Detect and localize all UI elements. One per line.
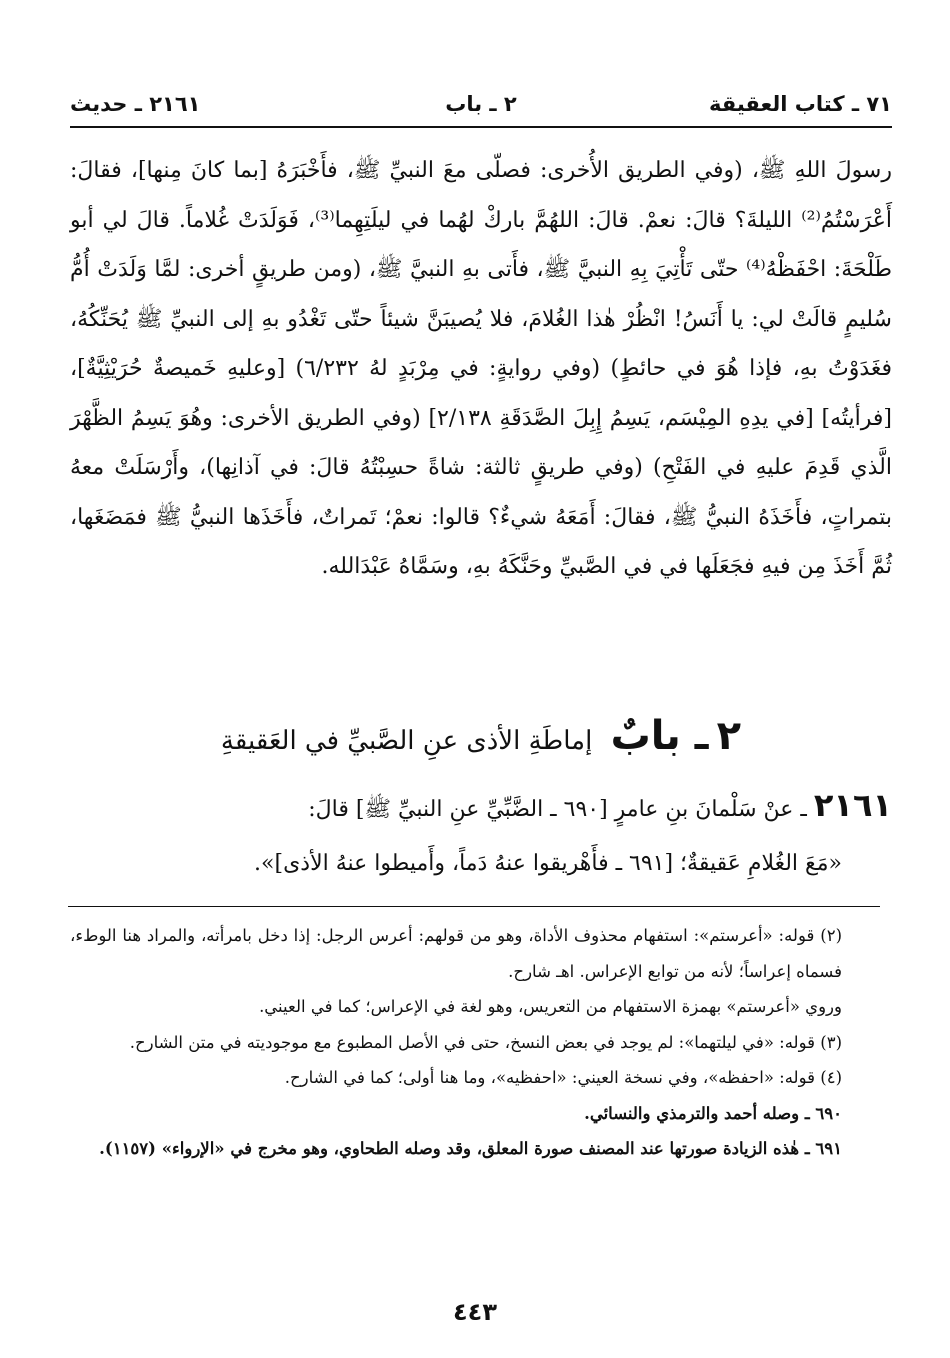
chapter-title: إماطَةِ الأذى عنِ الصَّبيِّ في العَقيقةِ	[220, 726, 593, 756]
footnote-4: (٤) قوله: «احفظه»، وفي نسخة العيني: «احفظيه»، وما هنا أولى؛ كما في الشارح.	[284, 1068, 842, 1087]
chapter-label: ـ بابٌ	[610, 713, 709, 759]
footnote-2a: (٢) قوله: «أعرستم»: استفهام محذوف الأداة، وهو من قولهم: أعرس الرجل: إذا دخل بامرأته، والمراد هنا الوطء، فسماه إعراساً؛ لأنه من توابع الإعراس. اهـ شارح.	[70, 926, 842, 981]
header-divider	[70, 126, 892, 128]
hadith-number: ٢١٦١	[813, 786, 892, 824]
footnote-2b: وروي «أعرستم» بهمزة الاستفهام من التعريس، وهو لغة في الإعراس؛ كما في العيني.	[259, 997, 842, 1016]
note-690: ٦٩٠ ـ وصله أحمد والترمذي والنسائي.	[584, 1103, 842, 1123]
footnote-3: (٣) قوله: «في ليلتهما»: لم يوجد في بعض النسخ، حتى في الأصل المطبوع مع موجوديته في متن الشارح.	[129, 1032, 842, 1052]
footnotes	[70, 918, 892, 1167]
header-chapter: ٢ ـ باب	[445, 92, 517, 116]
main-paragraph: رسولَ اللهِ ﷺ، (وفي الطريق الأُخرى: فصلّى معَ النبيِّ ﷺ، فأَخْبَرَهُ [بما كانَ مِنها]، فقالَ: أَعْرَسْتُمُ⁽²⁾ الليلةَ؟ قالَ: نعمْ. قالَ: اللهُمَّ باركْ لهُما في ليلَتِهِما⁽³⁾، فَوَلَدَتْ غُلاماً. قالَ لي أبو طَلْحَةَ: احْفَظْهُ⁽⁴⁾ حتّى تَأْتِيَ بِهِ النبيَّ ﷺ، فأَتى بهِ النبيَّ ﷺ، (ومن طريقٍ أخرى: لمَّا وَلَدَتْ أُمُّ سُليمٍ قالَتْ لي: يا أَنَسُ! انْظُرْ هٰذا الغُلامَ، فلا يُصيبَنَّ شيئاً حتّى تَغْدُو بهِ إلى النبيِّ ﷺ يُحَنِّكُهُ، فغَدَوْتُ بهِ، فإذا هُوَ في حائطٍ) (وفي روايةٍ: في مِرْبَدٍ لهُ ٦/٢٣٢) [وعليهِ خَميصةٌ حُرَيْثِيَّةٌ]، [فرأيتُه] [في يدِهِ المِيْسَم، يَسِمُ إِبِلَ الصَّدَقَةِ ٢/١٣٨] (وفي الطريق الأخرى: وهُوَ يَسِمُ الظَّهْرَ الَّذي قَدِمَ عليهِ في الفَتْحِ) (وفي طريقٍ ثالثة: شاةً حسِبْتُهُ قالَ: في آذانِها)، وأَرْسَلَتْ معهُ بتمراتٍ، فأَخَذَهُ النبيُّ ﷺ، فقالَ: أَمَعَهُ شيءٌ؟ قالوا: نعمْ؛ تَمراتٌ، فأَخَذَها النبيُّ ﷺ فمَضَغَها، ثُمَّ أَخَذَ مِن فيهِ فجَعَلَها في في الصَّبيِّ وحَنَّكَهُ بهِ، وسَمَّاهُ عَبْدَالله.	[70, 158, 893, 579]
main-text	[70, 146, 892, 592]
hadith-chain: ـ عنْ سَلْمانَ بنِ عامرٍ [٦٩٠ ـ الضَّبِّيِّ عنِ النبيِّ ﷺ] قالَ:	[308, 797, 807, 822]
page-number: ٤٤٣	[453, 1298, 497, 1326]
header-hadith-number: ٢١٦١ ـ حديث	[70, 92, 201, 116]
running-header	[70, 88, 892, 124]
hadith-text: «مَعَ الغُلامِ عَقيقةٌ؛ [٦٩١ ـ فأَهْريقوا عنهُ دَماً، وأَميطوا عنهُ الأذى]».	[254, 851, 842, 876]
note-691: ٦٩١ ـ هٰذه الزيادة صورتها عند المصنف صورة المعلق، وقد وصله الطحاوي، وهو مخرج في «الإرواء» (١١٥٧).	[99, 1139, 842, 1158]
chapter-number: ٢	[716, 713, 742, 759]
header-book-title: ٧١ ـ كتاب العقيقة	[709, 92, 892, 116]
hadith-line-1	[70, 778, 892, 837]
chapter-heading	[70, 708, 892, 769]
hadith-block	[70, 778, 892, 891]
footnote-divider	[68, 906, 880, 907]
